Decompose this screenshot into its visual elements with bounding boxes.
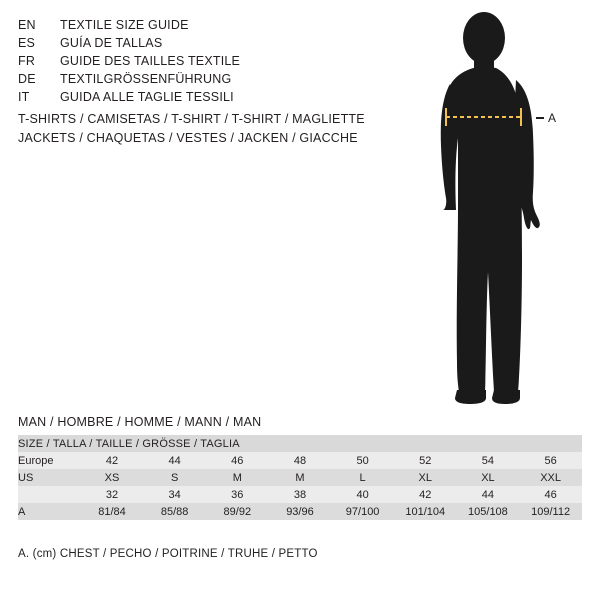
cell: 81/84 [81, 503, 144, 520]
language-row [18, 34, 368, 52]
language-code: ES [18, 36, 36, 50]
cell: 44 [143, 452, 206, 469]
cell: M [269, 469, 332, 486]
cell: 44 [457, 486, 520, 503]
language-text: TEXTILE SIZE GUIDE [60, 18, 189, 32]
cell: 42 [394, 486, 457, 503]
language-row [18, 88, 368, 106]
table-header-row [18, 435, 582, 452]
cell: 32 [81, 486, 144, 503]
cell: 93/96 [269, 503, 332, 520]
language-code: FR [18, 54, 36, 68]
cell: 52 [394, 452, 457, 469]
row-label: A [18, 503, 81, 520]
male-silhouette-figure [400, 10, 600, 410]
language-text: TEXTILGRÖSSENFÜHRUNG [60, 72, 232, 86]
cell: 101/104 [394, 503, 457, 520]
callout-label-a: A [548, 111, 557, 125]
cell: XL [457, 469, 520, 486]
callout-dash-icon [536, 117, 544, 119]
category-jackets: JACKETS / CHAQUETAS / VESTES / JACKEN / GIACCHE [18, 131, 358, 145]
cell: 50 [331, 452, 394, 469]
cell: 42 [81, 452, 144, 469]
language-code: EN [18, 18, 36, 32]
cell: 40 [331, 486, 394, 503]
cell: 105/108 [457, 503, 520, 520]
cell: 89/92 [206, 503, 269, 520]
cell: 46 [519, 486, 582, 503]
cell: 48 [269, 452, 332, 469]
table-row [18, 486, 582, 503]
cell: XXL [519, 469, 582, 486]
table-title: MAN / HOMBRE / HOMME / MANN / MAN [18, 415, 262, 429]
table-header-label: SIZE / TALLA / TAILLE / GRÖSSE / TAGLIA [18, 435, 582, 452]
cell: S [143, 469, 206, 486]
cell: 34 [143, 486, 206, 503]
row-label: Europe [18, 452, 81, 469]
category-list [18, 110, 418, 148]
table-row [18, 503, 582, 520]
language-text: GUÍA DE TALLAS [60, 36, 163, 50]
cell: 46 [206, 452, 269, 469]
footnote: A. (cm) CHEST / PECHO / POITRINE / TRUHE / PETTO [18, 548, 318, 560]
cell: XS [81, 469, 144, 486]
size-table-block [18, 415, 582, 520]
silhouette-icon [400, 10, 600, 410]
language-row [18, 16, 368, 34]
row-label [18, 486, 81, 503]
language-text: GUIDE DES TAILLES TEXTILE [60, 54, 241, 68]
language-row [18, 52, 368, 70]
row-label: US [18, 469, 81, 486]
cell: 54 [457, 452, 520, 469]
category-tshirts: T-SHIRTS / CAMISETAS / T-SHIRT / T-SHIRT / MAGLIETTE [18, 112, 365, 126]
cell: XL [394, 469, 457, 486]
cell: 56 [519, 452, 582, 469]
table-row [18, 452, 582, 469]
cell: 109/112 [519, 503, 582, 520]
language-row [18, 70, 368, 88]
language-code: DE [18, 72, 36, 86]
language-list [18, 16, 368, 106]
size-table [18, 435, 582, 520]
cell: 85/88 [143, 503, 206, 520]
cell: 36 [206, 486, 269, 503]
cell: L [331, 469, 394, 486]
language-code: IT [18, 90, 30, 104]
cell: 38 [269, 486, 332, 503]
table-row [18, 469, 582, 486]
cell: 97/100 [331, 503, 394, 520]
cell: M [206, 469, 269, 486]
language-text: GUIDA ALLE TAGLIE TESSILI [60, 90, 234, 104]
